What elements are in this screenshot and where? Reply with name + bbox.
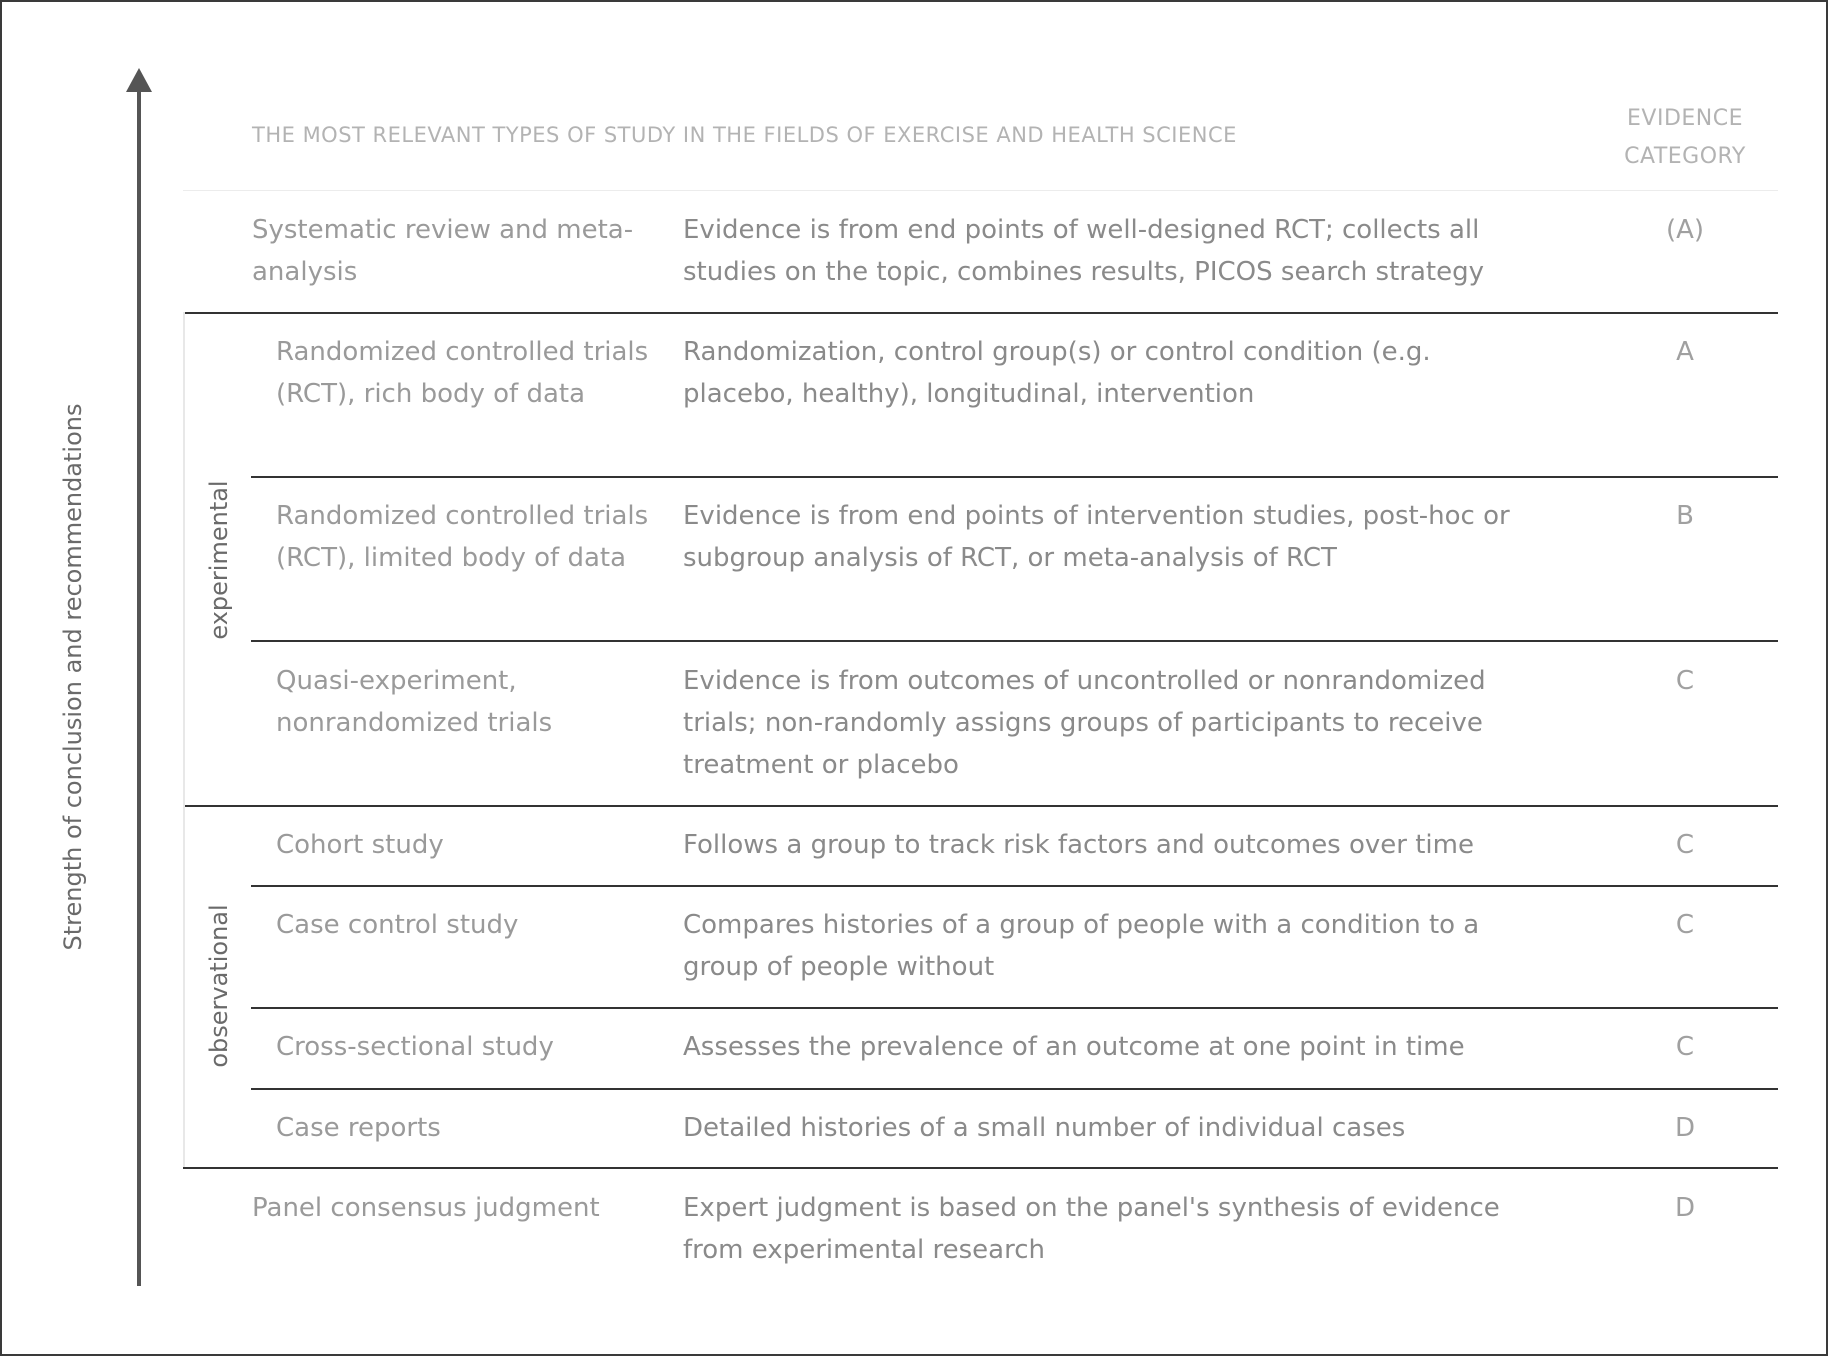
category-header-line2: CATEGORY bbox=[1624, 144, 1746, 169]
study-type: Case control study bbox=[276, 910, 519, 940]
group-bracket-line bbox=[183, 312, 185, 1167]
strength-axis-line bbox=[137, 88, 141, 1286]
study-type: Cross-sectional study bbox=[276, 1032, 554, 1062]
study-description: Follows a group to track risk factors and outcomes over time bbox=[683, 830, 1474, 860]
study-description: Assesses the prevalence of an outcome at one point in time bbox=[683, 1032, 1465, 1062]
evidence-category: (A) bbox=[1665, 215, 1705, 245]
evidence-category: B bbox=[1676, 501, 1694, 531]
header-divider bbox=[183, 190, 1778, 191]
study-description: Evidence is from end points of intervention studies, post-hoc or subgroup analysis of RCT, or meta-analysis of RCT bbox=[683, 501, 1510, 573]
study-type: Systematic review and meta-analysis bbox=[252, 215, 634, 287]
evidence-category: C bbox=[1675, 910, 1695, 940]
category-header bbox=[1600, 100, 1770, 176]
evidence-category: C bbox=[1675, 666, 1695, 696]
study-type: Cohort study bbox=[276, 830, 444, 860]
group-label-observational: observational bbox=[205, 904, 233, 1068]
row-divider bbox=[251, 640, 1778, 642]
study-description: Evidence is from outcomes of uncontrolled or nonrandomized trials; non-randomly assigns groups of participants to receive treatment or placebo bbox=[683, 666, 1486, 780]
study-type: Panel consensus judgment bbox=[252, 1193, 600, 1223]
section-divider bbox=[183, 805, 1778, 807]
section-divider bbox=[183, 1167, 1778, 1169]
evidence-category: D bbox=[1674, 1193, 1696, 1223]
evidence-category: D bbox=[1674, 1113, 1696, 1143]
row-divider bbox=[251, 1088, 1778, 1090]
axis-label: Strength of conclusion and recommendations bbox=[59, 403, 87, 951]
evidence-category: A bbox=[1676, 337, 1694, 367]
section-divider bbox=[183, 312, 1778, 314]
study-description: Detailed histories of a small number of individual cases bbox=[683, 1113, 1406, 1143]
row-divider bbox=[251, 476, 1778, 478]
study-description: Randomization, control group(s) or control condition (e.g. placebo, healthy), longitudinal, intervention bbox=[683, 337, 1431, 409]
table-title: THE MOST RELEVANT TYPES OF STUDY IN THE FIELDS OF EXERCISE AND HEALTH SCIENCE bbox=[252, 123, 1237, 147]
study-type: Case reports bbox=[276, 1113, 441, 1143]
study-description: Expert judgment is based on the panel's synthesis of evidence from experimental research bbox=[683, 1193, 1500, 1265]
row-divider bbox=[251, 1007, 1778, 1009]
study-type: Randomized controlled trials (RCT), limited body of data bbox=[276, 501, 649, 573]
category-header-line1: EVIDENCE bbox=[1627, 106, 1743, 131]
study-type: Randomized controlled trials (RCT), rich body of data bbox=[276, 337, 649, 409]
study-description: Evidence is from end points of well-designed RCT; collects all studies on the topic, combines results, PICOS search strategy bbox=[683, 215, 1484, 287]
row-divider bbox=[251, 885, 1778, 887]
evidence-category: C bbox=[1675, 830, 1695, 860]
evidence-category: C bbox=[1675, 1032, 1695, 1062]
group-label-experimental: experimental bbox=[205, 480, 233, 640]
study-description: Compares histories of a group of people with a condition to a group of people without bbox=[683, 910, 1480, 982]
study-type: Quasi-experiment, nonrandomized trials bbox=[276, 666, 553, 738]
